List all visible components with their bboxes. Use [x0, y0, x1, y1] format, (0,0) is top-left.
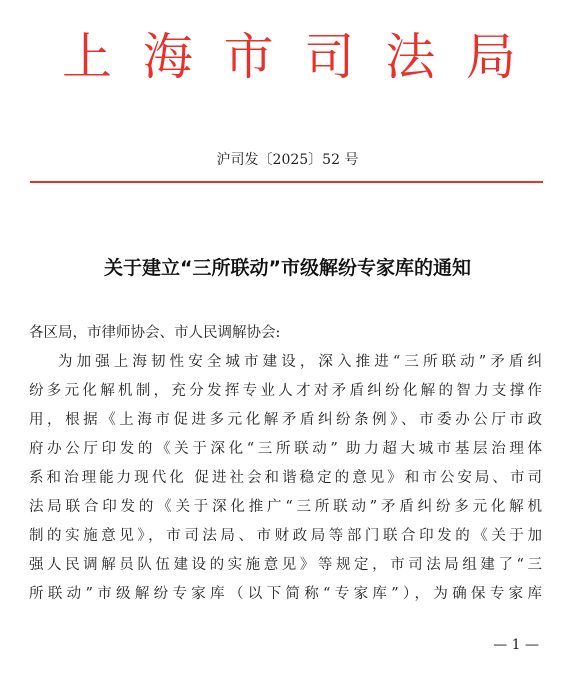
body-text-line: 用，根据《上海市促进多元化解矛盾纠纷条例》、市委办公厅市政 [29, 412, 542, 428]
document-number: 沪司发〔2025〕52 号 [216, 152, 359, 168]
notice-title: 关于建立“三所联动”市级解纷专家库的通知 [104, 257, 471, 279]
issuing-organization-title: 上海市司法局 [62, 28, 518, 86]
body-text-line: 所联动”市级解纷专家库（以下简称“专家库”），为确保专家库 [29, 586, 542, 602]
body-text-line: 强人民调解员队伍建设的实施意见》等规定，市司法局组建了“三 [29, 557, 542, 573]
body-text-line: 制的实施意见》，市司法局、市财政局等部门联合印发的《关于加 [29, 528, 542, 544]
body-text-line: 系和治理能力现代化 促进社会和谐稳定的意见》和市公安局、市司 [29, 470, 542, 486]
body-text-line: 为加强上海韧性安全城市建设，深入推进“三所联动”矛盾纠 [58, 354, 542, 370]
body-text-line: 纷多元化解机制，充分发挥专业人才对矛盾纠纷化解的智力支撑作 [29, 383, 542, 399]
body-text-line: 法局联合印发的《关于深化推广“三所联动”矛盾纠纷多元化解机 [29, 499, 542, 515]
red-header-rule [30, 181, 543, 183]
page-number: — 1 — [493, 637, 539, 653]
body-text-line: 府办公厅印发的《关于深化“三所联动” 助力超大城市基层治理体 [29, 441, 542, 457]
addressee-line: 各区局，市律师协会、市人民调解协会: [29, 325, 281, 341]
